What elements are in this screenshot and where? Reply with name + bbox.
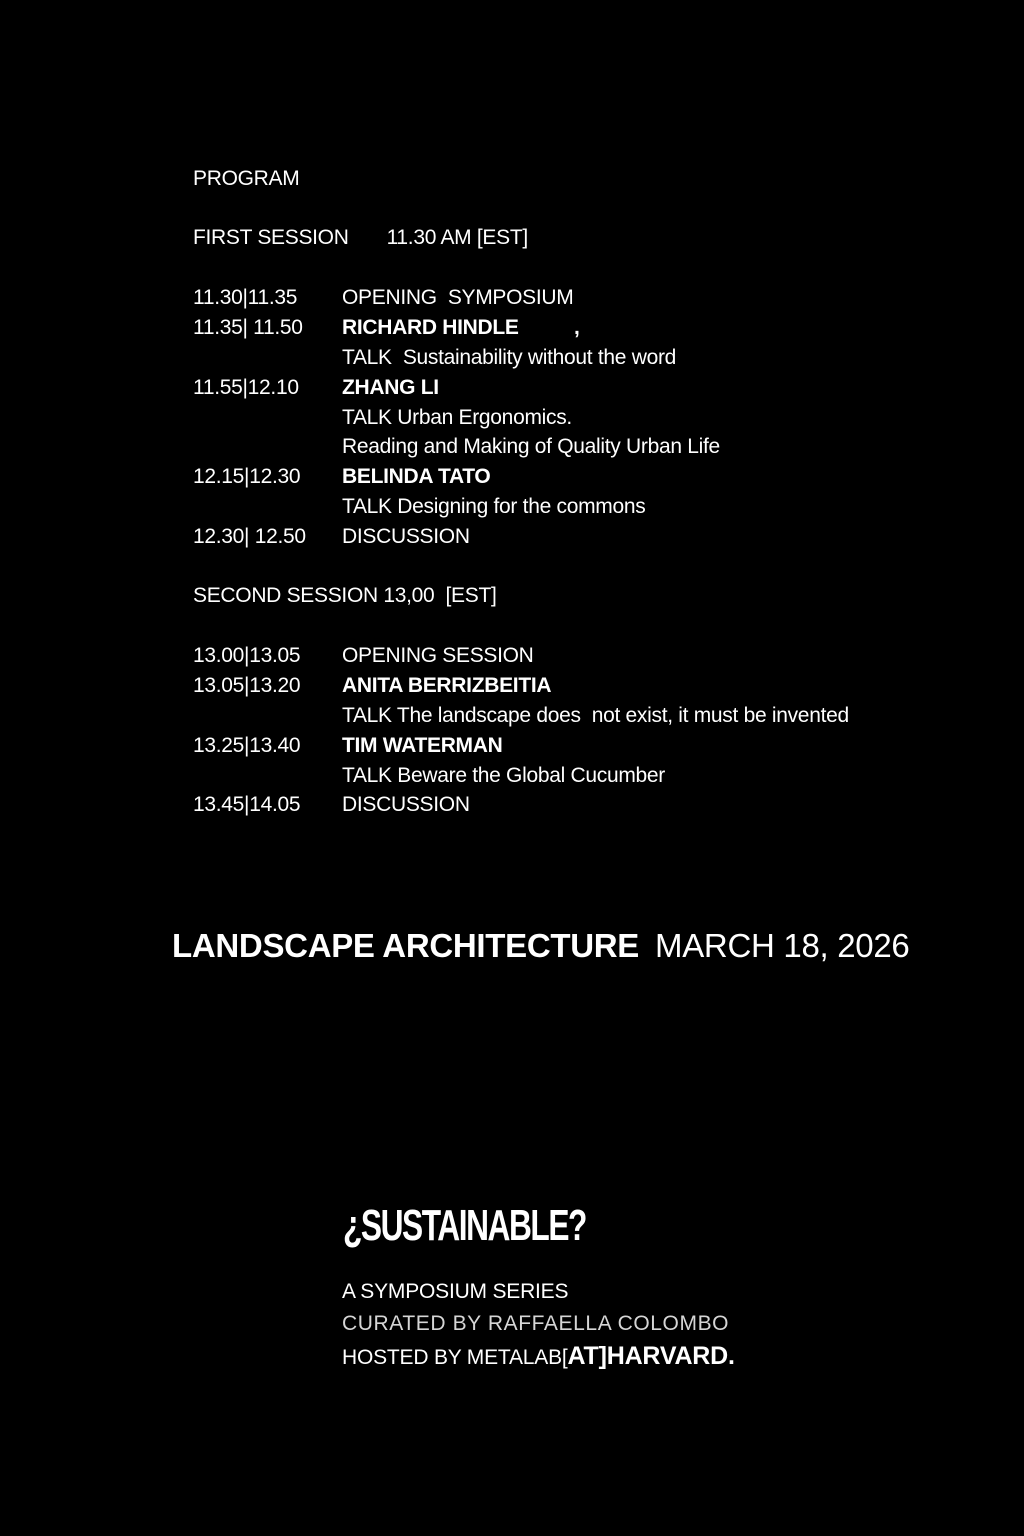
schedule-time: 13.05|13.20	[193, 673, 301, 697]
event-date: MARCH 18, 2026	[655, 927, 910, 964]
schedule-time: 11.30|11.35	[193, 286, 298, 309]
speaker-name: RICHARD HINDLE ,	[342, 315, 580, 339]
second-session-heading: SECOND SESSION 13,00 [EST]	[193, 584, 497, 607]
schedule-time: 12.30| 12.50	[193, 525, 306, 549]
schedule-time: 13.00|13.05	[193, 644, 301, 667]
schedule-item-text: OPENING SESSION	[342, 644, 534, 667]
first-session-heading	[193, 225, 528, 251]
host-brand: AT]HARVARD.	[567, 1342, 735, 1370]
schedule-time: 13.45|14.05	[193, 793, 301, 817]
event-title-line	[172, 924, 909, 968]
schedule-item-text: DISCUSSION	[342, 525, 470, 549]
first-session-label: FIRST SESSION	[193, 226, 349, 249]
schedule-time: 11.55|12.10	[193, 375, 299, 399]
speaker-name: ZHANG LI	[342, 375, 439, 399]
schedule-item-text: TALK The landscape does not exist, it must be invented	[342, 703, 849, 727]
series-curator: CURATED BY RAFFAELLA COLOMBO	[342, 1312, 730, 1335]
schedule-time: 12.15|12.30	[193, 465, 301, 489]
schedule-item-text: TALK Sustainability without the word	[342, 345, 677, 369]
speaker-name: BELINDA TATO	[342, 465, 491, 489]
series-credits	[342, 1276, 735, 1372]
speaker-name: ANITA BERRIZBEITIA	[342, 673, 552, 697]
schedule-item-text: OPENING SYMPOSIUM	[342, 286, 574, 309]
schedule-item-text: Reading and Making of Quality Urban Life	[342, 435, 720, 459]
series-subtitle: A SYMPOSIUM SERIES	[342, 1280, 569, 1303]
schedule-item-text: DISCUSSION	[342, 793, 470, 817]
host-prefix: HOSTED BY METALAB[	[342, 1346, 568, 1369]
series-host	[342, 1340, 735, 1372]
schedule-item-text: TALK Beware the Global Cucumber	[342, 763, 665, 787]
schedule-item-text: TALK Designing for the commons	[342, 495, 646, 519]
speaker-name: TIM WATERMAN	[342, 733, 503, 757]
schedule-time: 11.35| 11.50	[193, 315, 303, 339]
series-logo-title: ¿SUSTAINABLE?	[343, 1201, 586, 1250]
schedule-time: 13.25|13.40	[193, 733, 301, 757]
event-subject: LANDSCAPE ARCHITECTURE	[172, 927, 640, 964]
first-session-time: 11.30 AM [EST]	[386, 226, 528, 249]
program-heading: PROGRAM	[193, 167, 300, 190]
schedule-item-text: TALK Urban Ergonomics.	[342, 405, 572, 429]
